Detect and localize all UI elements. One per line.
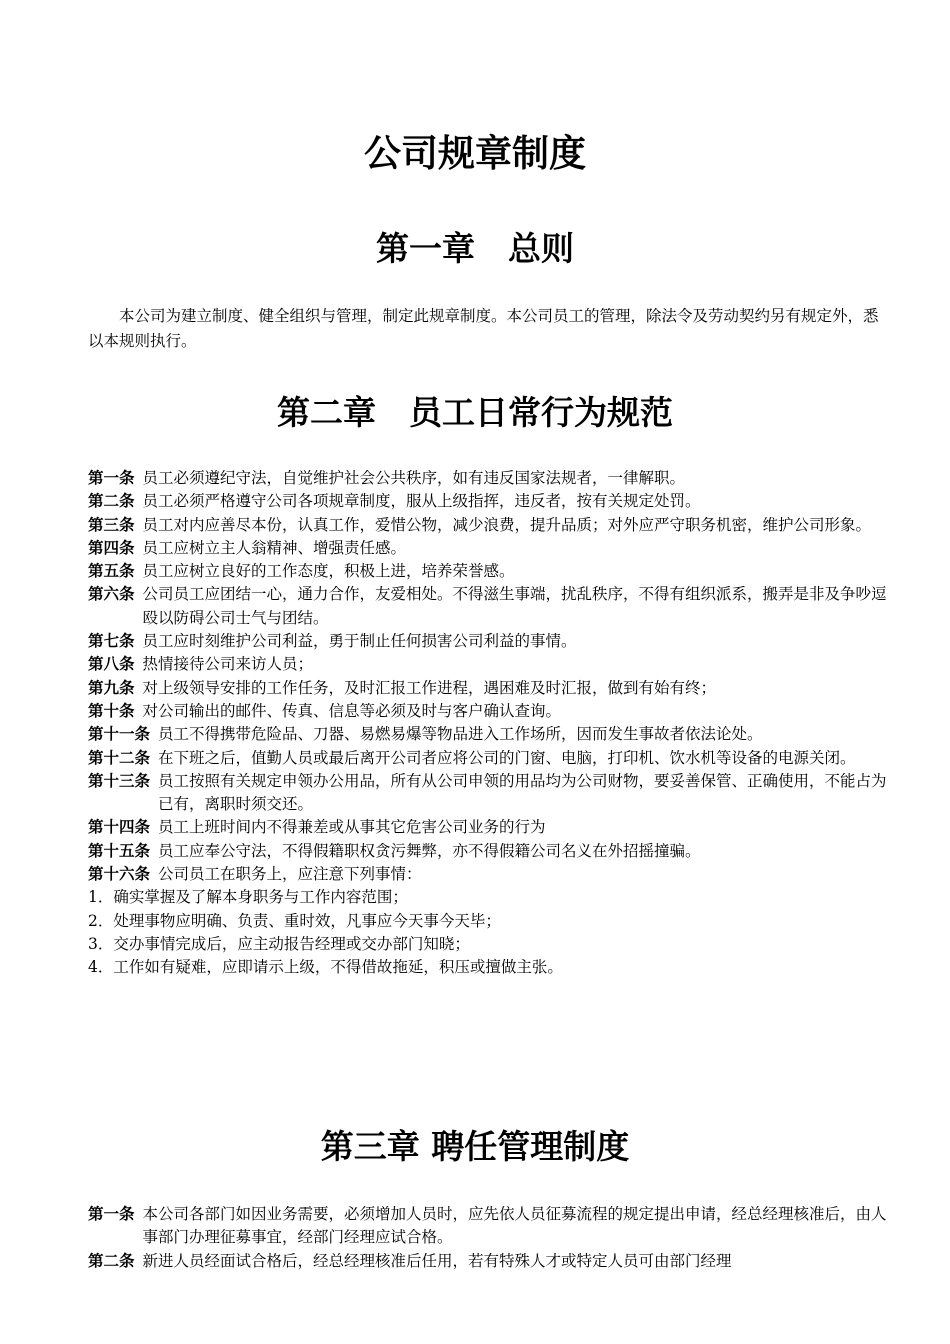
article-text: 员工对内应善尽本份，认真工作，爱惜公物，减少浪费，提升品质；对外应严守职务机密，维护公司形象。 — [142, 515, 872, 534]
article-label: 第十四条 — [88, 818, 151, 837]
article-text: 对公司输出的邮件、传真、信息等必须及时与客户确认查询。 — [142, 701, 562, 720]
article — [88, 840, 892, 863]
article-label: 第九条 — [88, 678, 135, 697]
article-text: 员工应奉公守法，不得假籍职权贪污舞弊，亦不得假籍公司名义在外招摇撞骗。 — [158, 841, 701, 860]
article-text: 员工必须遵纪守法，自觉维护社会公共秩序，如有违反国家法规者，一律解职。 — [142, 469, 686, 487]
article-label: 第四条 — [88, 538, 135, 557]
list-item-number: 4． — [88, 958, 114, 977]
list-item-number: 3． — [88, 934, 114, 953]
article-label: 第六条 — [88, 585, 135, 604]
article — [88, 560, 892, 583]
article — [88, 653, 892, 676]
chapter-1-title: 第一章 总则 — [376, 229, 574, 268]
article-text: 员工不得携带危险品、刀器、易燃易爆等物品进入工作场所，因而发生事故者依法论处。 — [158, 725, 763, 744]
article — [88, 537, 892, 560]
article-label: 第十六条 — [88, 865, 151, 884]
article-text: 对上级领导安排的工作任务，及时汇报工作进程，遇困难及时汇报，做到有始有终； — [142, 678, 717, 697]
article — [88, 770, 892, 817]
list-item-number: 1． — [88, 888, 114, 907]
article — [88, 677, 892, 700]
article-text: 员工按照有关规定申领办公用品，所有从公司申领的用品均为公司财物，要妥善保管、正确使用，不能占为已有，离职时须交还。 — [158, 771, 887, 814]
list-item-text: 工作如有疑难，应即请示上级，不得借故拖延，积压或擅做主张。 — [113, 958, 563, 977]
article-text: 热情接待公司来访人员； — [142, 655, 314, 674]
article — [88, 630, 892, 653]
chapter-2-article-list — [88, 467, 892, 980]
list-item — [88, 956, 892, 979]
article-text: 员工应树立主人翁精神、增强责任感。 — [142, 538, 407, 557]
list-item-text: 确实掌握及了解本身职务与工作内容范围； — [113, 888, 408, 907]
article-label: 第十三条 — [88, 771, 151, 790]
article — [88, 514, 892, 537]
article-text: 公司员工应团结一心，通力合作，友爱相处。不得滋生事端，扰乱秩序，不得有组织派系，搬弄是非及争吵逗殴以防碍公司士气与团结。 — [142, 585, 887, 627]
article-label: 第三条 — [88, 515, 135, 534]
article-text: 员工上班时间内不得兼差或从事其它危害公司业务的行为 — [158, 818, 546, 837]
article — [88, 583, 892, 630]
article-label: 第二条 — [88, 492, 135, 511]
list-item — [88, 933, 892, 956]
article-label: 第二条 — [88, 1251, 135, 1270]
article-label: 第五条 — [88, 562, 135, 581]
article — [88, 863, 892, 886]
article-text: 员工应树立良好的工作态度，积极上进，培养荣誉感。 — [142, 562, 515, 581]
article-label: 第十二条 — [88, 748, 151, 767]
list-item — [88, 886, 892, 909]
list-item-number: 2． — [88, 911, 114, 930]
article-label: 第一条 — [88, 469, 135, 487]
article-label: 第七条 — [88, 632, 135, 651]
list-item-text: 交办事情完成后，应主动报告经理或交办部门知晓； — [113, 934, 470, 953]
list-item-text: 处理事物应明确、负责、重时效，凡事应今天事今天毕； — [113, 911, 501, 930]
article — [88, 747, 892, 770]
article-text: 在下班之后，值勤人员或最后离开公司者应将公司的门窗、电脑，打印机、饮水机等设备的电源关闭。 — [158, 748, 856, 767]
article — [88, 1250, 892, 1273]
article-text: 新进人员经面试合格后，经总经理核准后任用，若有特殊人才或特定人员可由部门经理 — [142, 1251, 732, 1270]
article-label: 第八条 — [88, 655, 135, 674]
article-label: 第十一条 — [88, 725, 151, 744]
article — [88, 467, 892, 490]
chapter-1-intro-paragraph: 本公司为建立制度、健全组织与管理，制定此规章制度。本公司员工的管理，除法令及劳动契约另有规定外，悉以本规则执行。 — [88, 307, 879, 350]
list-item — [88, 910, 892, 933]
article-text: 公司员工在职务上，应注意下列事情： — [158, 865, 422, 884]
article — [88, 816, 892, 839]
article-label: 第十五条 — [88, 841, 151, 860]
article-text: 本公司各部门如因业务需要，必须增加人员时，应先依人员征募流程的规定提出申请，经总经理核准后，由人事部门办理征募事宜，经部门经理应试合格。 — [142, 1205, 887, 1247]
article-text: 员工必须严格遵守公司各项规章制度，服从上级指挥，违反者，按有关规定处罚。 — [142, 492, 701, 511]
chapter-2-title: 第二章 员工日常行为规范 — [277, 393, 673, 432]
article — [88, 1203, 892, 1250]
document-title: 公司规章制度 — [364, 132, 586, 175]
article — [88, 490, 892, 513]
article — [88, 700, 892, 723]
article-label: 第一条 — [88, 1205, 135, 1223]
article-label: 第十条 — [88, 701, 135, 720]
article — [88, 723, 892, 746]
article-text: 员工应时刻维护公司利益，勇于制止任何损害公司利益的事情。 — [142, 632, 577, 651]
chapter-3-article-list — [88, 1203, 892, 1273]
chapter-3-title: 第三章 聘任管理制度 — [320, 1127, 630, 1166]
